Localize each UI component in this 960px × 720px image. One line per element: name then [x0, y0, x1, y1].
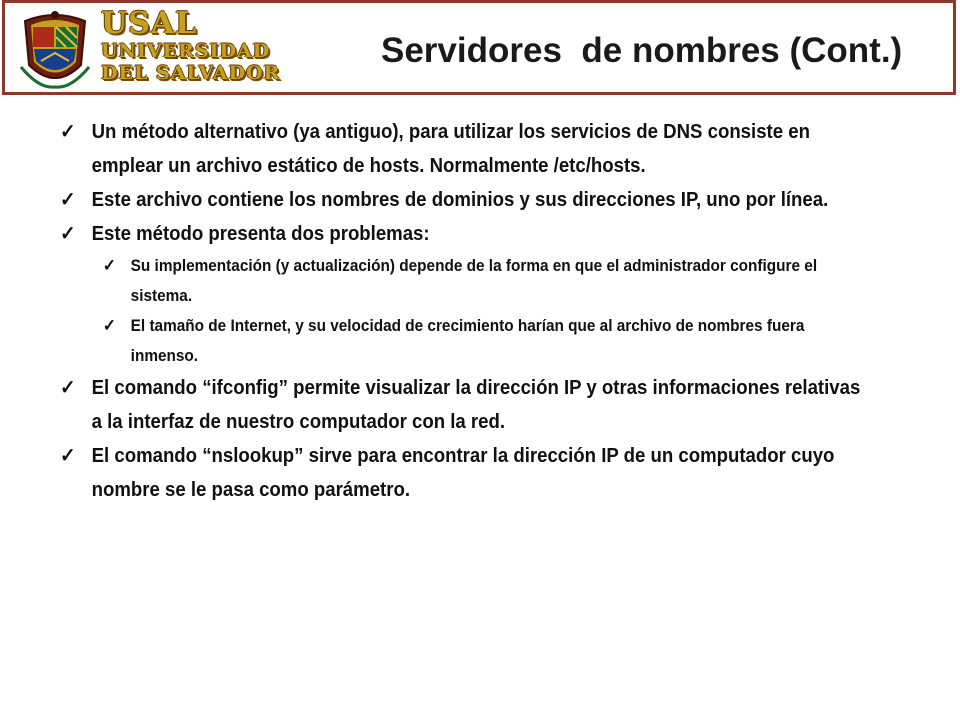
bullet-item [60, 115, 869, 183]
logo-line-universidad: UNIVERSIDAD [101, 40, 271, 62]
checkmark-icon: ✓ [60, 223, 76, 245]
logo-line-del-salvador: DEL SALVADOR [101, 62, 281, 84]
checkmark-icon: ✓ [60, 189, 76, 211]
bullet-list [60, 115, 869, 507]
bullet-text: Este archivo contiene los nombres de dominios y sus direcciones IP, uno por línea. [91, 189, 829, 211]
checkmark-icon: ✓ [102, 316, 117, 335]
university-crest-icon [19, 7, 91, 91]
checkmark-icon: ✓ [60, 445, 76, 467]
logo-line-usal: USAL [101, 6, 198, 41]
bullet-text: El comando “nslookup” sirve para encontrar la dirección IP de un computador cuyo nombre se le pasa como parámetro. [91, 445, 835, 501]
bullet-item [60, 183, 869, 217]
bullet-text: Este método presenta dos problemas: [91, 223, 430, 245]
sub-bullet-item [103, 311, 869, 371]
slide-title: Servidores de nombres (Cont.) [381, 31, 903, 70]
bullet-text: Un método alternativo (ya antiguo), para utilizar los servicios de DNS consiste en emplear un archivo estático de hosts. Normalmente /etc/hosts. [91, 121, 810, 177]
university-logo-text [101, 6, 281, 84]
checkmark-icon: ✓ [60, 377, 76, 399]
bullet-text: El tamaño de Internet, y su velocidad de crecimiento harían que al archivo de nombres fuera inmenso. [130, 317, 805, 365]
bullet-text: Su implementación (y actualización) depende de la forma en que el administrador configure el sistema. [130, 257, 818, 305]
sub-bullet-item [103, 251, 869, 311]
bullet-text: El comando “ifconfig” permite visualizar la dirección IP y otras informaciones relativas a la interfaz de nuestro computador con la red. [91, 377, 861, 433]
slide-header [2, 0, 956, 95]
checkmark-icon: ✓ [102, 256, 117, 275]
bullet-item [60, 439, 869, 507]
bullet-item [60, 371, 869, 439]
bullet-item [60, 217, 869, 251]
checkmark-icon: ✓ [60, 121, 76, 143]
